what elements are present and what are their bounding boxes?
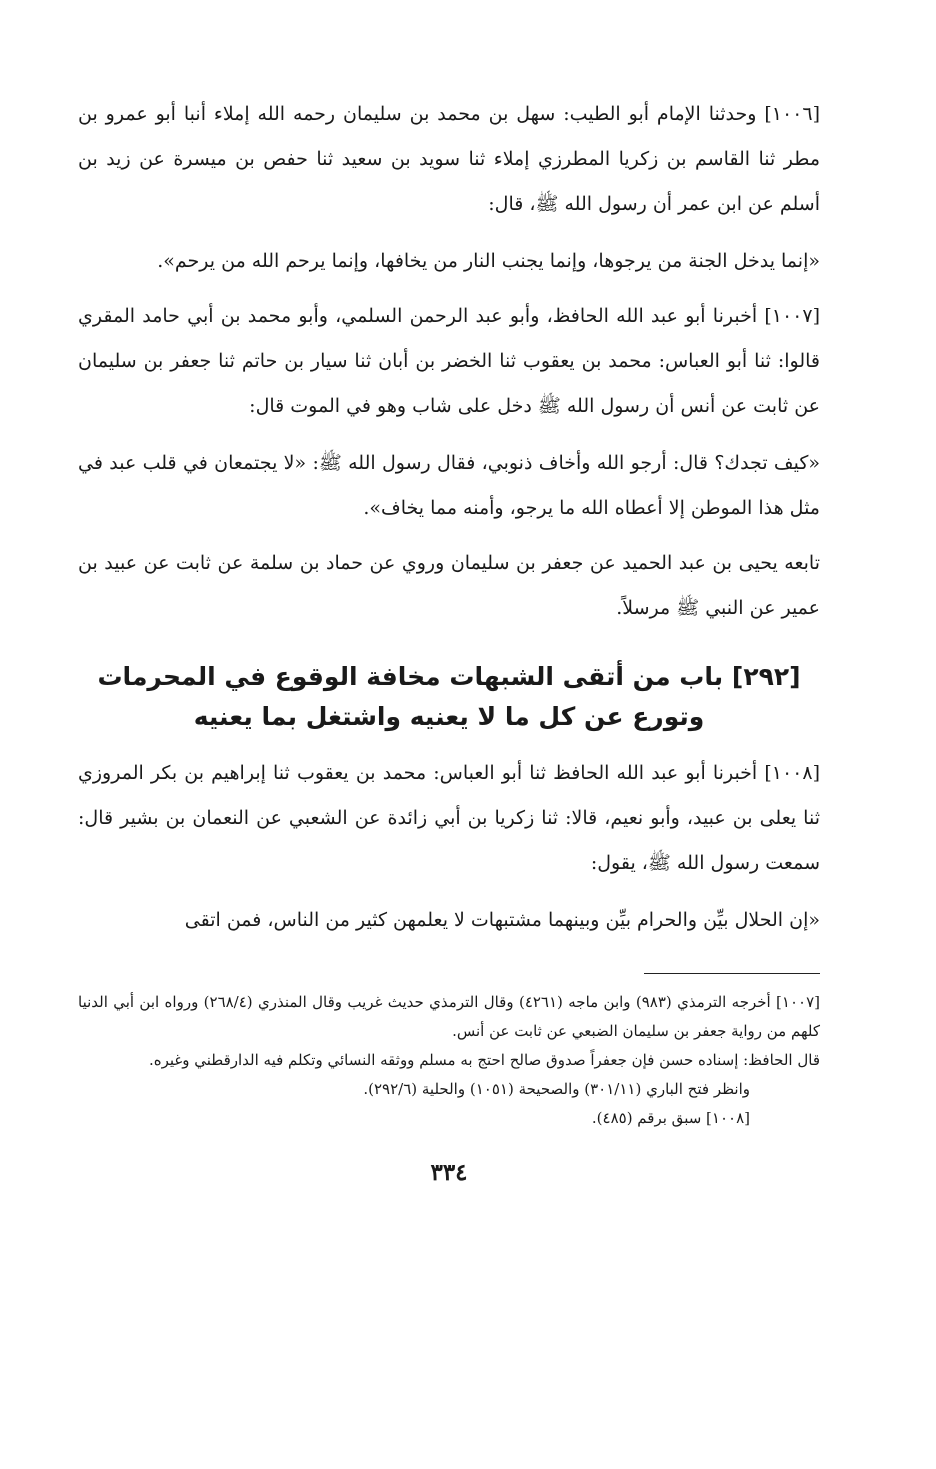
footnotes [78, 988, 820, 1133]
hadith-1007-quote: «كيف تجدك؟ قال: أرجو الله وأخاف ذنوبي، فقال رسول الله ﷺ: «لا يجتمعان في قلب عبد في مثل هذا الموطن إلا أعطاه الله ما يرجو، وأمنه مما يخاف». [78, 452, 820, 519]
hadith-1007-followup: تابعه يحيى بن عبد الحميد عن جعفر بن سليمان وروي عن حماد بن سلمة عن ثابت عن عبيد بن عمير عن النبي ﷺ مرسلاً. [78, 552, 820, 619]
chapter-heading-line2: وتورع عن كل ما لا يعنيه واشتغل بما يعنيه [193, 702, 705, 731]
chapter-heading-line1: [٢٩٢] باب من أتقى الشبهات مخافة الوقوع في المحرمات [97, 662, 801, 691]
footnote-divider [644, 973, 820, 974]
hadith-1008-quote: «إن الحلال بيِّن والحرام بيِّن وبينهما مشتبهات لا يعلمهن كثير من الناس، فمن اتقى [184, 909, 820, 931]
hadith-1007-text: [١٠٠٧] أخبرنا أبو عبد الله الحافظ، وأبو عبد الرحمن السلمي، وأبو محمد بن أبي حامد المقري قالوا: ثنا أبو العباس: محمد بن يعقوب ثنا الخضر بن أبان ثنا سيار بن حاتم ثنا جعفر بن سليمان عن ثابت عن أنس أن رسول الله ﷺ دخل على شاب وهو في الموت قال: [78, 305, 820, 417]
footnote-1007-source: [١٠٠٧] أخرجه الترمذي (٩٨٣) وابن ماجه (٤٢٦١) وقال الترمذي حديث غريب وقال المنذري (٢٦٨/٤) ورواه ابن أبي الدنيا كلهم من رواية جعفر بن سليمان الضبعي عن ثابت عن أنس. [78, 993, 821, 1040]
footnote-1008: [١٠٠٨] سبق برقم (٤٨٥). [591, 1109, 750, 1127]
footnote-1007-grading: قال الحافظ: إسناده حسن فإن جعفراً صدوق صالح احتج به مسلم ووثقه النسائي وتكلم فيه الدارقطني وغيره. [148, 1051, 820, 1069]
hadith-1008-text: [١٠٠٨] أخبرنا أبو عبد الله الحافظ ثنا أبو العباس: محمد بن يعقوب ثنا إبراهيم بن بكر المروزي ثنا يعلى بن عبيد، وأبو نعيم، قالا: ثنا زكريا بن أبي زائدة عن الشعبي عن النعمان بن بشير قال: سمعت رسول الله ﷺ، يقول: [78, 762, 820, 874]
page-number: ٣٣٤ [430, 1159, 468, 1186]
hadith-1006-text: [١٠٠٦] وحدثنا الإمام أبو الطيب: سهل بن محمد بن سليمان رحمه الله إملاء أنبا أبو عمرو بن مطر ثنا القاسم بن زكريا المطرزي إملاء ثنا سويد بن سعيد ثنا حفص بن ميسرة عن زيد بن أسلم عن ابن عمر أن رسول الله ﷺ، قال: [78, 103, 820, 215]
chapter-heading [78, 657, 820, 737]
footnote-1007-references: وانظر فتح الباري (٣٠١/١١) والصحيحة (١٠٥١) والحلية (٢٩٢/٦). [363, 1080, 750, 1098]
book-page [78, 92, 820, 1186]
hadith-1006-quote: «إنما يدخل الجنة من يرجوها، وإنما يجنب النار من يخافها، وإنما يرحم الله من يرحم». [157, 250, 820, 272]
